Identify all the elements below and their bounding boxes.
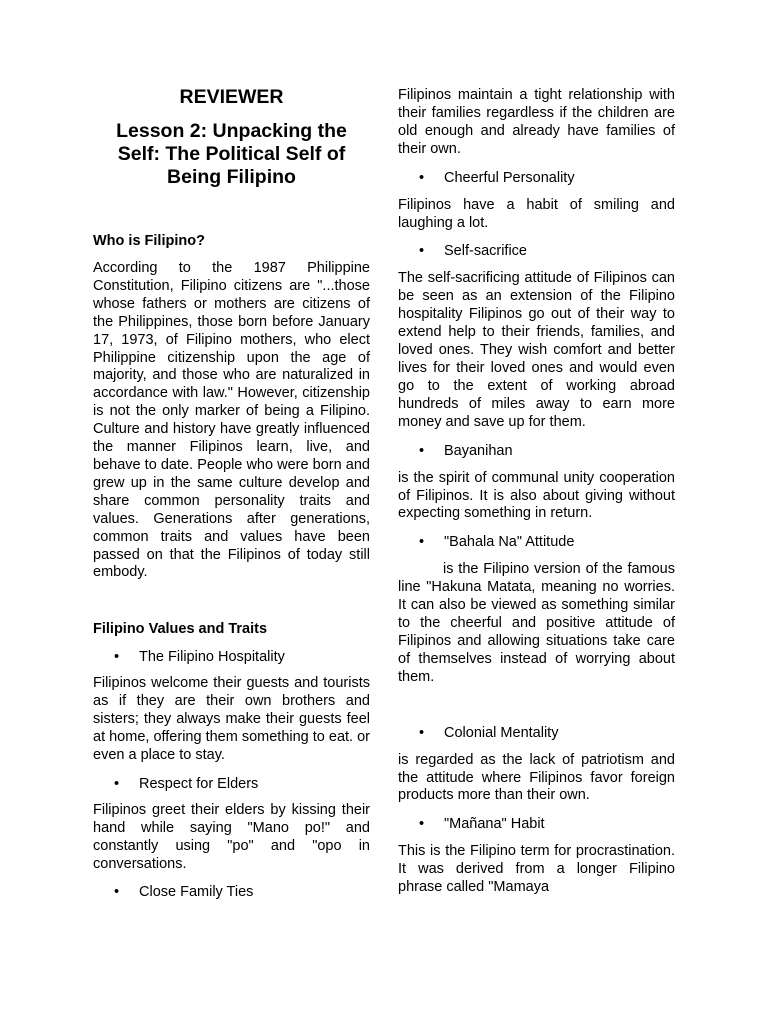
bahala-na-paragraph: is the Filipino version of the famous line "Hakuna Matata, meaning no worries. It can also be viewed as something similar to the cheerful and positive attitude of Filipinos and allowing situations take care of themselves instead of worrying about them. — [398, 561, 675, 685]
cheerful-paragraph: Filipinos have a habit of smiling and laughing a lot. — [398, 196, 675, 231]
list-item-close-family-ties — [93, 883, 370, 901]
lesson-title: Lesson 2: Unpacking the Self: The Political Self of Being Filipino — [116, 120, 347, 188]
manana-paragraph: This is the Filipino term for procrastination. It was derived from a longer Filipino phrase called "Mamaya — [398, 843, 675, 896]
list-item-bahala-na — [398, 533, 675, 551]
bullet-icon: • — [114, 775, 120, 792]
hospitality-paragraph: Filipinos welcome their guests and tourists as if they are their own brothers and sisters; they always make their guests feel at home, offering them something to eat. or even a place to stay. — [93, 675, 371, 763]
list-item-label: "Mañana" Habit — [444, 816, 545, 833]
list-item-manana-habit — [398, 815, 675, 833]
colonial-mentality-paragraph: is regarded as the lack of patriotism and the attitude where Filipinos favor foreign products more than their own. — [398, 751, 675, 804]
list-item-hospitality — [93, 648, 370, 666]
bullet-icon: • — [419, 243, 425, 260]
bayanihan-paragraph: is the spirit of communal unity cooperation of Filipinos. It is also about giving without expecting something in return. — [398, 469, 675, 522]
right-column — [398, 87, 675, 897]
bullet-icon: • — [419, 724, 425, 741]
list-item-label: Bayanihan — [444, 442, 513, 459]
list-item-label: Cheerful Personality — [444, 169, 575, 186]
list-item-label: Colonial Mentality — [444, 724, 559, 741]
list-item-label: The Filipino Hospitality — [139, 649, 285, 666]
list-item-label: Close Family Ties — [139, 884, 254, 901]
family-ties-paragraph: Filipinos maintain a tight relationship with their families regardless if the children are old enough and already have families of their own. — [398, 87, 675, 157]
list-item-label: Self-sacrifice — [444, 243, 527, 260]
bullet-icon: • — [419, 442, 425, 459]
left-column — [93, 86, 370, 901]
list-item-bayanihan — [398, 442, 675, 460]
list-item-self-sacrifice — [398, 242, 675, 260]
list-item-label: "Bahala Na" Attitude — [444, 534, 575, 551]
document-title: REVIEWER — [179, 86, 284, 108]
bullet-icon: • — [419, 534, 425, 551]
section-heading-values-traits: Filipino Values and Traits — [93, 621, 268, 638]
list-item-cheerful-personality — [398, 169, 675, 187]
list-item-respect-for-elders — [93, 775, 370, 793]
bullet-icon: • — [114, 649, 120, 666]
bullet-icon: • — [419, 169, 425, 186]
section-heading-who-is-filipino: Who is Filipino? — [93, 233, 205, 249]
list-item-colonial-mentality — [398, 724, 675, 742]
self-sacrifice-paragraph: The self-sacrificing attitude of Filipinos can be seen as an extension of the Filipino hospitality Filipinos go out of their way to extend help to their friends, families, and loved ones. They wish comfort and better lives for their loved ones and would even go to the extent of working abroad hundreds of miles away to earn more money and save up for them. — [398, 270, 675, 430]
bullet-icon: • — [419, 816, 425, 833]
list-item-label: Respect for Elders — [139, 775, 259, 792]
respect-paragraph: Filipinos greet their elders by kissing their hand while saying "Mano po!" and constantly using "po" and "opo in conversations. — [93, 801, 370, 872]
bullet-icon: • — [114, 884, 120, 901]
who-is-filipino-paragraph: According to the 1987 Philippine Constitution, Filipino citizens are "...those whose fathers or mothers are citizens of the Philippines, those born before January 17, 1973, of Filipino mothers, who elect Philippine citizenship upon the age of majority, and those who are naturalized in accordance with law." However, citizenship is not the only marker of being a Filipino. Culture and history have greatly influenced the manner Filipinos learn, live, and behave to date. People who were born and grew up in the same culture develop and share common personality traits and values. Generations after generations, common traits and values have been passed on that the Filipinos of today still embody. — [93, 260, 370, 581]
